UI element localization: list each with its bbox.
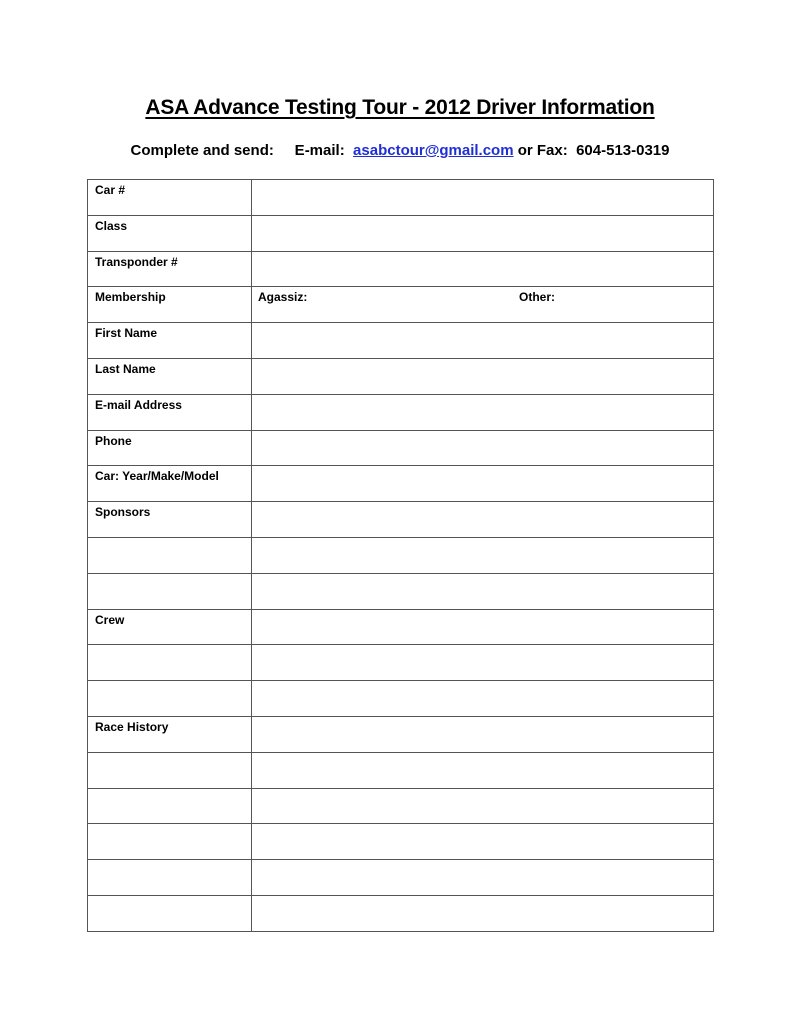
membership-field[interactable] (252, 287, 714, 323)
submission-instructions (0, 142, 800, 159)
race-history-field-2[interactable] (252, 752, 714, 788)
field-label (88, 538, 251, 541)
row-label-cell (88, 502, 252, 538)
row-label-cell (88, 215, 252, 251)
row-label-cell (88, 251, 252, 287)
table-row (88, 180, 714, 216)
table-row (88, 824, 714, 860)
row-label-cell (88, 716, 252, 752)
table-row (88, 716, 714, 752)
race-history-field-3[interactable] (252, 788, 714, 824)
table-row (88, 681, 714, 717)
phone-field[interactable] (252, 430, 714, 466)
field-label (88, 789, 251, 792)
table-row (88, 358, 714, 394)
sponsors-field-3[interactable] (252, 573, 714, 609)
page-title (0, 96, 800, 120)
membership-other-label: Other: (519, 290, 555, 305)
table-row (88, 466, 714, 502)
table-row (88, 287, 714, 323)
table-row (88, 752, 714, 788)
field-label: Sponsors (95, 505, 151, 520)
car-number-field[interactable] (252, 180, 714, 216)
field-label: Phone (95, 433, 132, 448)
last-name-field[interactable] (252, 358, 714, 394)
row-label-cell (88, 394, 252, 430)
first-name-field[interactable] (252, 323, 714, 359)
email-link[interactable]: asabctour@gmail.com (353, 142, 514, 159)
field-label: Crew (95, 612, 125, 627)
field-label (88, 753, 251, 756)
car-year-make-model-field[interactable] (252, 466, 714, 502)
row-label-cell (88, 609, 252, 645)
field-label (88, 860, 251, 863)
row-label-cell[interactable] (88, 788, 252, 824)
field-label (88, 824, 251, 827)
table-row (88, 215, 714, 251)
table-row (88, 860, 714, 896)
class-field[interactable] (252, 215, 714, 251)
table-row (88, 502, 714, 538)
race-history-field-1[interactable] (252, 716, 714, 752)
field-label: Car: Year/Make/Model (95, 469, 219, 484)
table-row (88, 430, 714, 466)
row-label-cell[interactable] (88, 824, 252, 860)
transponder-field[interactable] (252, 251, 714, 287)
race-history-field-5[interactable] (252, 860, 714, 896)
row-label-cell (88, 180, 252, 216)
field-label (88, 574, 251, 577)
row-label-cell[interactable] (88, 681, 252, 717)
crew-field-3[interactable] (252, 681, 714, 717)
table-row (88, 895, 714, 931)
field-label: First Name (95, 326, 158, 341)
field-label: Membership (95, 290, 166, 305)
row-label-cell[interactable] (88, 895, 252, 931)
field-label: Transponder # (95, 254, 178, 269)
table-row (88, 645, 714, 681)
row-label-cell (88, 466, 252, 502)
row-label-cell (88, 358, 252, 394)
row-label-cell[interactable] (88, 860, 252, 896)
driver-information-table (87, 179, 714, 932)
field-label: Race History (95, 719, 169, 734)
row-label-cell (88, 430, 252, 466)
field-label (88, 681, 251, 684)
field-label: Class (95, 218, 128, 233)
row-label-cell[interactable] (88, 645, 252, 681)
table-row (88, 537, 714, 573)
instructions-suffix: or Fax: 604-513-0319 (513, 142, 670, 159)
field-label (88, 645, 251, 648)
row-label-cell[interactable] (88, 537, 252, 573)
table-row (88, 394, 714, 430)
row-label-cell (88, 287, 252, 323)
sponsors-field-2[interactable] (252, 537, 714, 573)
race-history-field-6[interactable] (252, 895, 714, 931)
table-row (88, 609, 714, 645)
instructions-prefix: Complete and send: E-mail: (130, 142, 354, 159)
row-label-cell[interactable] (88, 573, 252, 609)
table-row (88, 788, 714, 824)
crew-field-2[interactable] (252, 645, 714, 681)
membership-options (252, 287, 713, 322)
table-row (88, 323, 714, 359)
table-row (88, 251, 714, 287)
sponsors-field-1[interactable] (252, 502, 714, 538)
row-label-cell[interactable] (88, 752, 252, 788)
crew-field-1[interactable] (252, 609, 714, 645)
field-label: Last Name (95, 361, 156, 376)
race-history-field-4[interactable] (252, 824, 714, 860)
field-label: Car # (95, 183, 126, 197)
page-title-text: ASA Advance Testing Tour - 2012 Driver Information (145, 96, 655, 119)
table-row (88, 573, 714, 609)
field-label: E-mail Address (95, 397, 182, 412)
membership-agassiz-label: Agassiz: (258, 290, 308, 305)
field-label (88, 896, 251, 899)
row-label-cell (88, 323, 252, 359)
email-address-field[interactable] (252, 394, 714, 430)
